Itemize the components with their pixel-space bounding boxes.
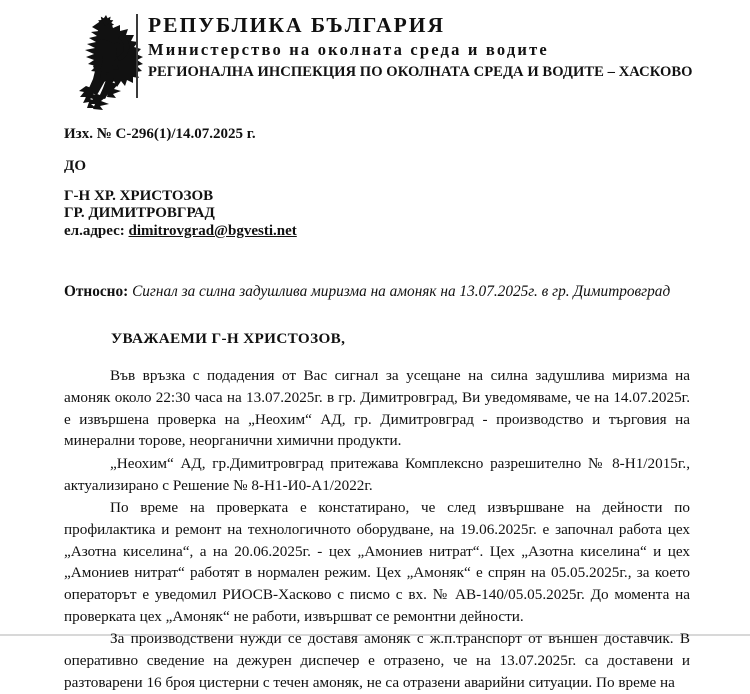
recipient-email-row xyxy=(64,224,750,239)
subject-label: Относно: xyxy=(64,283,129,300)
email-label: ел.адрес: xyxy=(64,223,125,239)
ministry-name: Министерство на околната среда и водите xyxy=(148,40,549,60)
body-paragraph: „Неохим“ АД, гр.Димитровград притежава Комплексно разрешително № 8-Н1/2015г., актуализирано с Решение № 8-Н1-И0-А1/2022г. xyxy=(64,454,690,494)
body-paragraph: Във връзка с подадения от Вас сигнал за усещане на силна задушлива миризма на амоняк около 22:30 часа на 13.07.2025г. в гр. Димитровград, Ви уведомяваме, че на 14.07.2025г. е извършена проверка на „Неохим“ АД, гр. Димитровград - производство и търговия на минерални торове, неорганични химични продукти. xyxy=(64,367,690,450)
recipient-name: Г-Н ХР. ХРИСТОЗОВ xyxy=(64,188,214,204)
letter-body xyxy=(0,348,750,694)
regional-inspectorate-name: РЕГИОНАЛНА ИНСПЕКЦИЯ ПО ОКОЛНАТА СРЕДА И ВОДИТЕ – ХАСКОВО xyxy=(148,64,693,81)
recipient-city: ГР. ДИМИТРОВГРАД xyxy=(64,205,215,221)
country-name: РЕПУБЛИКА БЪЛГАРИЯ xyxy=(148,13,446,37)
addressee-label: ДО xyxy=(64,158,86,174)
letterhead-divider xyxy=(136,14,138,98)
letterhead-text xyxy=(144,12,693,84)
recipient-email-link[interactable]: dimitrovgrad@bgvesti.net xyxy=(128,223,297,239)
letter-meta-block xyxy=(0,102,750,239)
bulgaria-coat-of-arms-lion-icon xyxy=(66,12,136,102)
salutation: УВАЖАЕМИ Г-Н ХРИСТОЗОВ, xyxy=(111,330,346,347)
body-paragraph: По време на проверката е констатирано, че след извършване на дейности по профилактика и ремонт на технологичното оборудване, на 19.06.2025г. е започнал работа цех „Азотна киселина“, а на 20.06.2025г. - цех „Амониев нитрат“. Цех „Азотна киселина“ и цех „Амониев нитрат“ работят в нормален режим. Цех „Амоняк“ е спрян на 05.05.2025г., за което операторът е уведомил РИОСВ-Хасково с писмо с вх. № АВ-140/05.05.2025г. До момента на проверката цех „Амоняк“ не работи, извършват се ремонтни дейности. xyxy=(64,498,690,625)
subject-text: Сигнал за силна задушлива миризма на амоняк на 13.07.2025г. в гр. Димитровград xyxy=(132,283,671,300)
body-paragraph: За производствени нужди се доставя амоняк с ж.п.транспорт от външен доставчик. В оперативно сведение на дежурен диспечер е отразено, че на 13.07.2025г. са доставени и разтоварени 16 броя цистерни с течен амоняк, не са отразени аварийни ситуации. По време на xyxy=(64,630,690,691)
outgoing-number: Изх. № С-296(1)/14.07.2025 г. xyxy=(64,126,256,142)
letterhead xyxy=(0,0,750,102)
subject-line xyxy=(0,239,750,301)
